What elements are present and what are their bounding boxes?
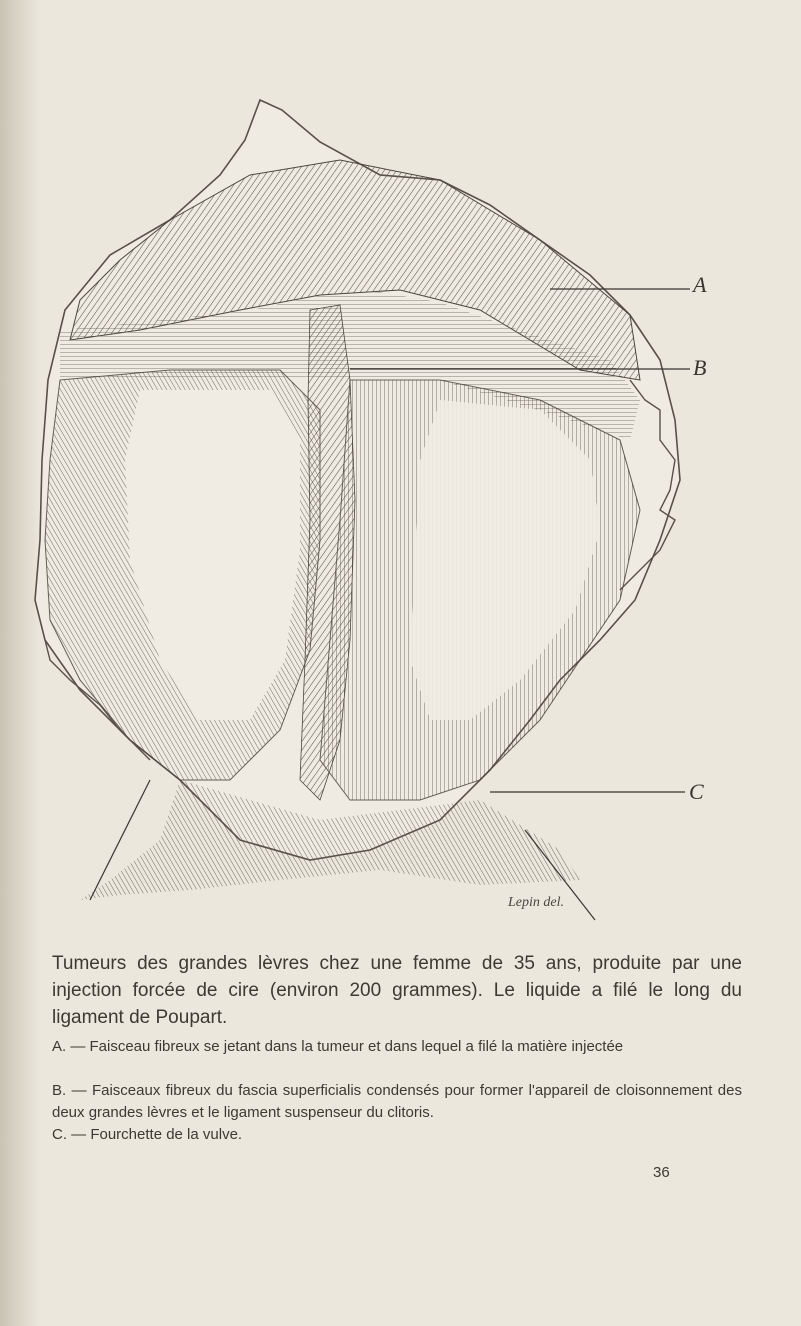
label-b: B	[693, 355, 707, 380]
label-c: C	[689, 779, 704, 804]
figure-caption: Tumeurs des grandes lèvres chez une femme de 35 ans, produite par une injection forcée de cire (environ 200 grammes). Le liquide a filé le long du ligament de Poupart.	[52, 953, 742, 1028]
legend-item-a: A. — Faisceau fibreux se jetant dans la tumeur et dans lequel a filé la matière injectée	[52, 1038, 624, 1055]
legend-item-c: C. — Fourchette de la vulve.	[52, 1126, 243, 1143]
page-number: 36	[653, 1164, 670, 1181]
anatomical-illustration	[20, 80, 720, 940]
artist-signature: Lepin del.	[508, 895, 564, 910]
legend-item-b: B. — Faisceaux fibreux du fascia superficialis condensés pour former l'appareil de cloisonnement des deux grandes lèvres et le ligament suspenseur du clitoris.	[52, 1082, 742, 1121]
label-a: A	[693, 272, 707, 297]
